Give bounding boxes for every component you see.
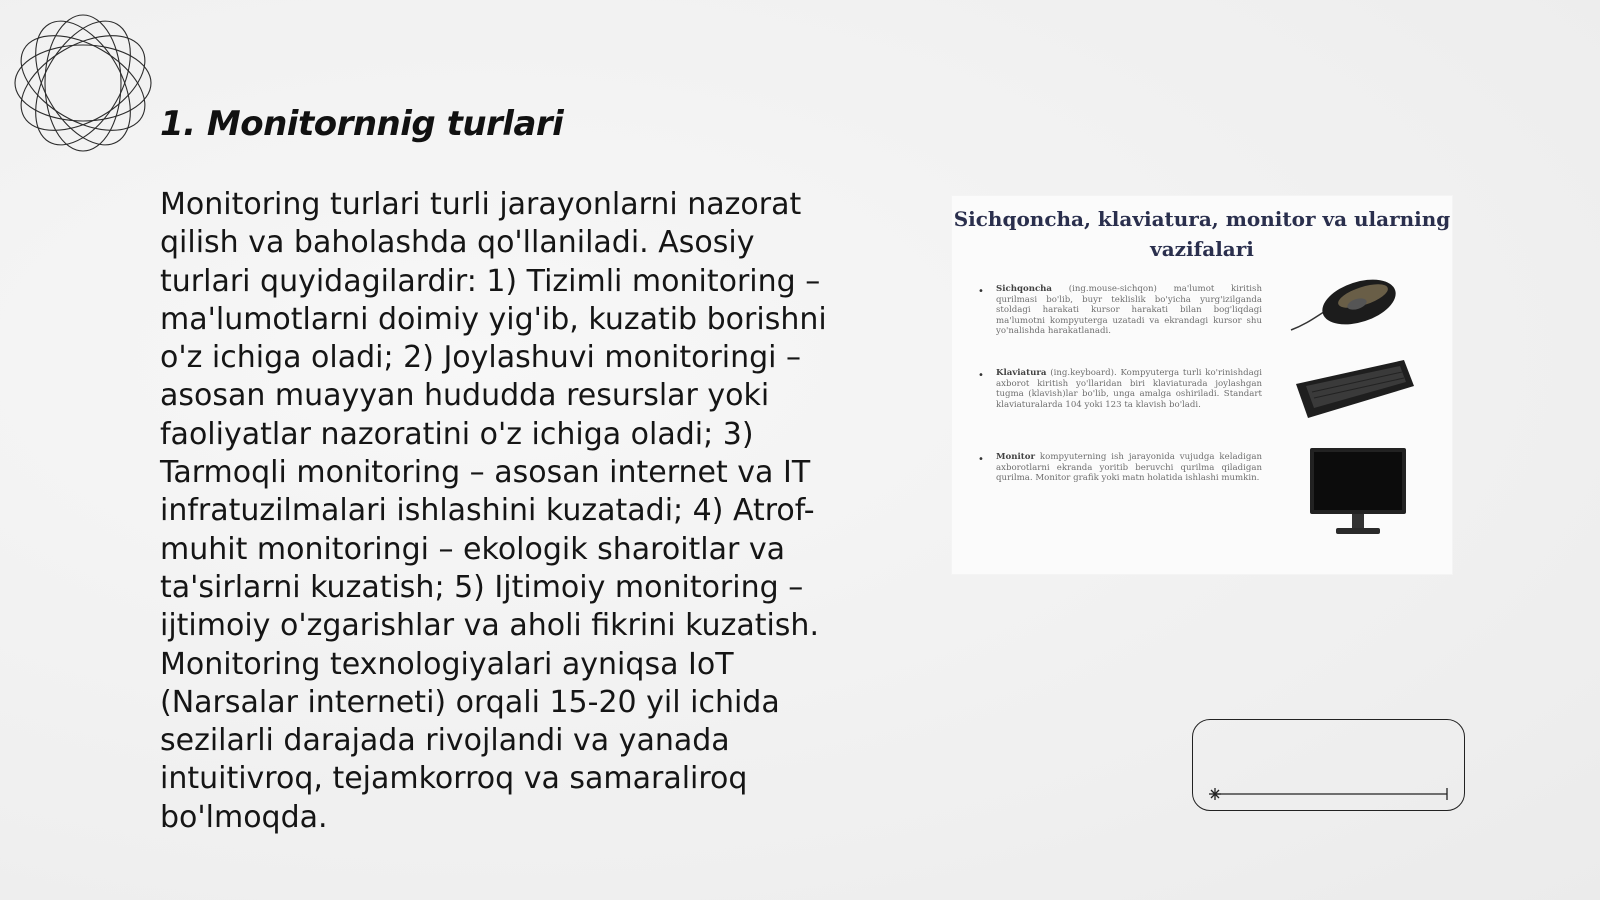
figure-item-keyboard — [978, 368, 1262, 410]
figure-item-term: Sichqoncha — [996, 284, 1052, 294]
bullet-icon: • — [978, 370, 984, 381]
slide-title: 1. Monitornnig turlari — [160, 104, 564, 144]
monitor-icon — [1308, 446, 1408, 540]
figure-item-text: kompyuterning ish jarayonida vujudga keladigan axborotlarni ekranda yoritib beruvchi qurilma qiladigan qurilma. Monitor grafik yoki matn holatida ishlashi mumkin. — [996, 452, 1262, 483]
computer-mouse-icon — [1287, 274, 1397, 336]
figure-item-mouse — [978, 284, 1262, 337]
decorative-card — [1192, 719, 1465, 811]
figure-item-monitor — [978, 452, 1262, 484]
figure-item-term: Klaviatura — [996, 368, 1047, 378]
figure-item-text: (ing.mouse-sichqon) ma'lumot kiritish qurilmasi bo'lib, buyr teklislik bo'yicha yurg'izilganda stoldagi harakati kursor harakati bilan bog'liqdagi ma'lumotni kompyuterga uzatadi va ekrandagi kursor shu yo'nalishda harakatlanadi. — [996, 284, 1262, 336]
timeline-line-icon — [1203, 788, 1458, 800]
figure-item-term: Monitor — [996, 452, 1035, 462]
figure-item-text: (ing.keyboard). Kompyuterga turli ko'rinishdagi axborot kiritish yo'llaridan biri klaviaturada joylashgan tugma (klavish)lar bo'lib, unga amalga oshiriladi. Standart klaviaturalarda 104 yoki 123 ta klavish bo'ladi. — [996, 368, 1262, 410]
figure-title: Sichqoncha, klaviatura, monitor va ularning vazifalari — [953, 207, 1451, 261]
slide-body-text: Monitoring turlari turli jarayonlarni nazorat qilish va baholashda qo'llaniladi. Asosiy turlari quyidagilardir: 1) Tizimli monitoring – ma'lumotlarni doimiy yig'ib, kuzatib borishni o'z ichiga oladi; 2) Joylashuvi monitoringi – asosan muayyan hududda resurslar yoki faoliyatlar nazoratini o'z ichiga oladi; 3) Tarmoqli monitoring – asosan internet va IT infratuzilmalari ishlashini kuzatadi; 4) Atrof-muhit monitoringi – ekologik sharoitlar va ta'sirlarni kuzatish; 5) Ijtimoiy monitoring – ijtimoiy o'zgarishlar va aholi fikrini kuzatish. Monitoring texnologiyalari ayniqsa IoT (Narsalar interneti) orqali 15-20 yil ichida sezilarli darajada rivojlandi va yanada intuitivroq, tejamkorroq va samaraliroq bo'lmoqda. — [160, 187, 827, 835]
bullet-icon: • — [978, 286, 984, 297]
bullet-icon: • — [978, 454, 984, 465]
decorative-orbit-icon — [8, 8, 158, 158]
keyboard-icon — [1292, 354, 1417, 422]
figure-image — [952, 196, 1452, 574]
